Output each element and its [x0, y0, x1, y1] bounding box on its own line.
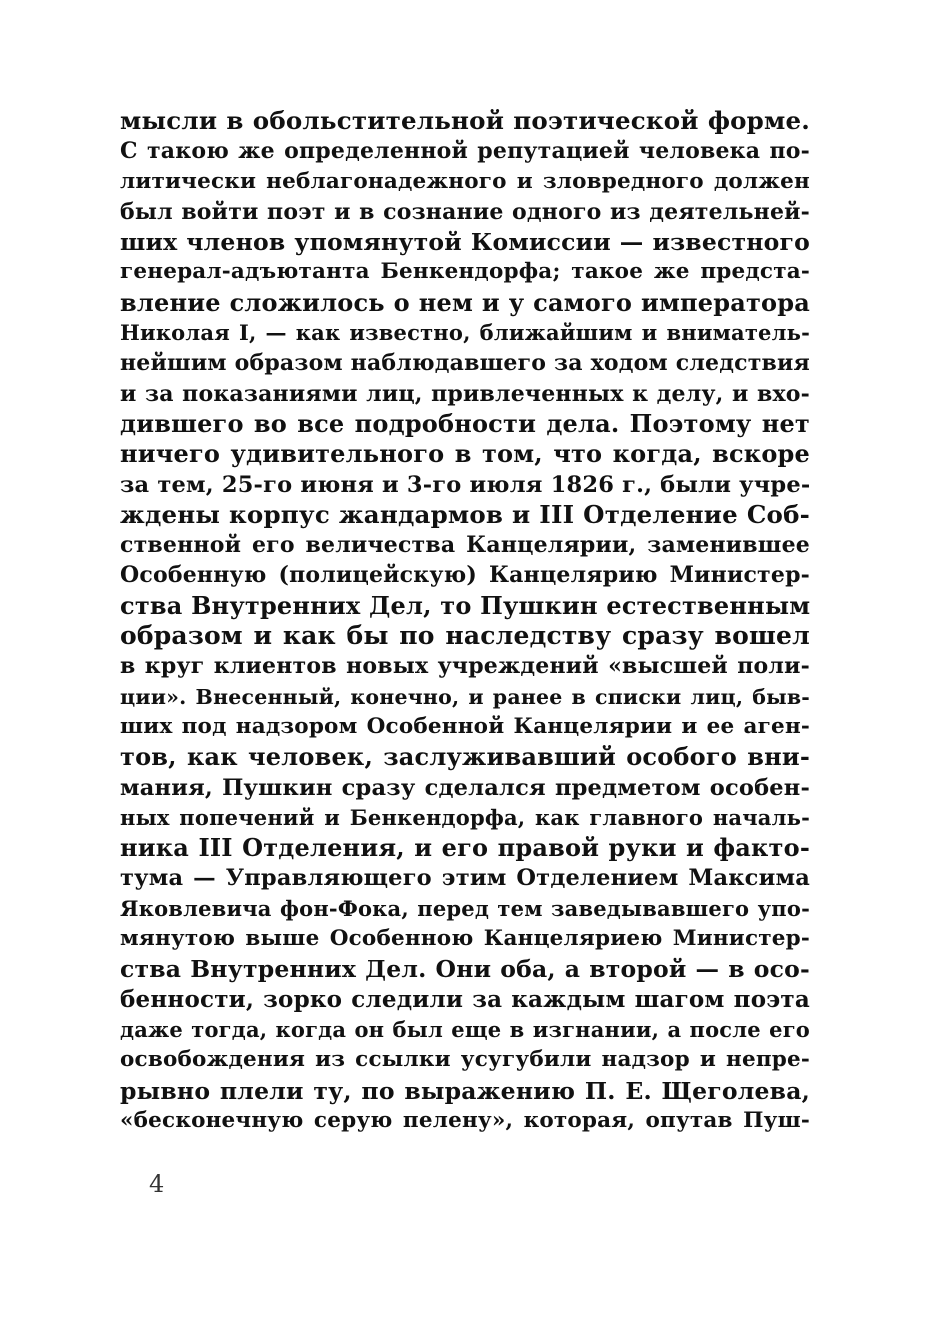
text-line-12: ничего удивительного в том, что когда, вскоре [120, 439, 810, 469]
text-line-7: вление сложилось о нем и у самого императора [120, 287, 810, 317]
text-line-26: тума — Управляющего этим Отделением Максима [120, 865, 810, 892]
text-line-32: освобождения из ссылки усугубили надзор и непре- [120, 1047, 810, 1073]
text-line-9: нейшим образом наблюдавшего за ходом следствия [120, 350, 810, 377]
text-line-2: С такою же определенной репутацией человека по- [120, 138, 810, 165]
text-line-34: «бесконечную серую пелену», которая, опутав Пуш- [120, 1107, 810, 1133]
text-line-22: тов, как человек, заслуживавший особого вни- [120, 742, 810, 772]
text-line-10: и за показаниями лиц, привлеченных к делу, и вхо- [120, 380, 810, 407]
body-text [120, 106, 810, 1136]
text-line-29: ства Внутренних Дел. Они оба, а второй — в осо- [120, 955, 810, 984]
text-line-1: мысли в обольстительной поэтической форме. [120, 106, 810, 135]
text-line-31: даже тогда, когда он был еще в изгнании, а после его [120, 1016, 810, 1042]
text-line-11: дившего во все подробности дела. Поэтому нет [120, 408, 810, 438]
text-line-20: ции». Внесенный, конечно, и ранее в списки лиц, быв- [120, 684, 810, 709]
text-line-13: за тем, 25-го июня и 3-го июля 1826 г., были учре- [120, 471, 811, 498]
text-line-28: мянутою выше Особенною Канцеляриею Министер- [120, 926, 810, 952]
text-line-14: ждены корпус жандармов и III Отделение Соб- [120, 499, 810, 529]
text-line-6: генерал-адъютанта Бенкендорфа; такое же предста- [120, 259, 810, 285]
text-line-16: Особенную (полицейскую) Канцелярию Министер- [120, 562, 810, 589]
text-line-8: Николая I, — как известно, ближайшим и вниматель- [120, 320, 810, 346]
text-line-3: литически неблагонадежного и зловредного должен [120, 168, 810, 194]
text-line-15: ственной его величества Канцелярии, заменившее [120, 532, 810, 559]
text-line-17: ства Внутренних Дел, то Пушкин естественным [120, 590, 811, 620]
text-line-23: мания, Пушкин сразу сделался предметом особен- [120, 774, 810, 801]
text-line-30: бенности, зорко следили за каждым шагом поэта [120, 985, 810, 1013]
text-line-4: был войти поэт и в сознание одного из деятельней- [120, 198, 810, 225]
page-number: 4 [149, 1170, 165, 1198]
text-line-18: образом и как бы по наследству сразу вошел [120, 621, 810, 651]
text-line-33: рывно плели ту, по выражению П. Е. Щеголева, [120, 1076, 810, 1105]
text-line-24: ных попечений и Бенкендорфа, как главного началь- [120, 804, 810, 830]
text-line-27: Яковлевича фон-Фока, перед тем заведывавшего упо- [120, 895, 810, 921]
text-line-25: ника III Отделения, и его правой руки и факто- [120, 833, 810, 863]
text-line-5: ших членов упомянутой Комиссии — известного [120, 228, 810, 257]
text-line-19: в круг клиентов новых учреждений «высшей поли- [120, 653, 810, 680]
text-line-21: ших под надзором Особенной Канцелярии и ее аген- [120, 713, 810, 739]
